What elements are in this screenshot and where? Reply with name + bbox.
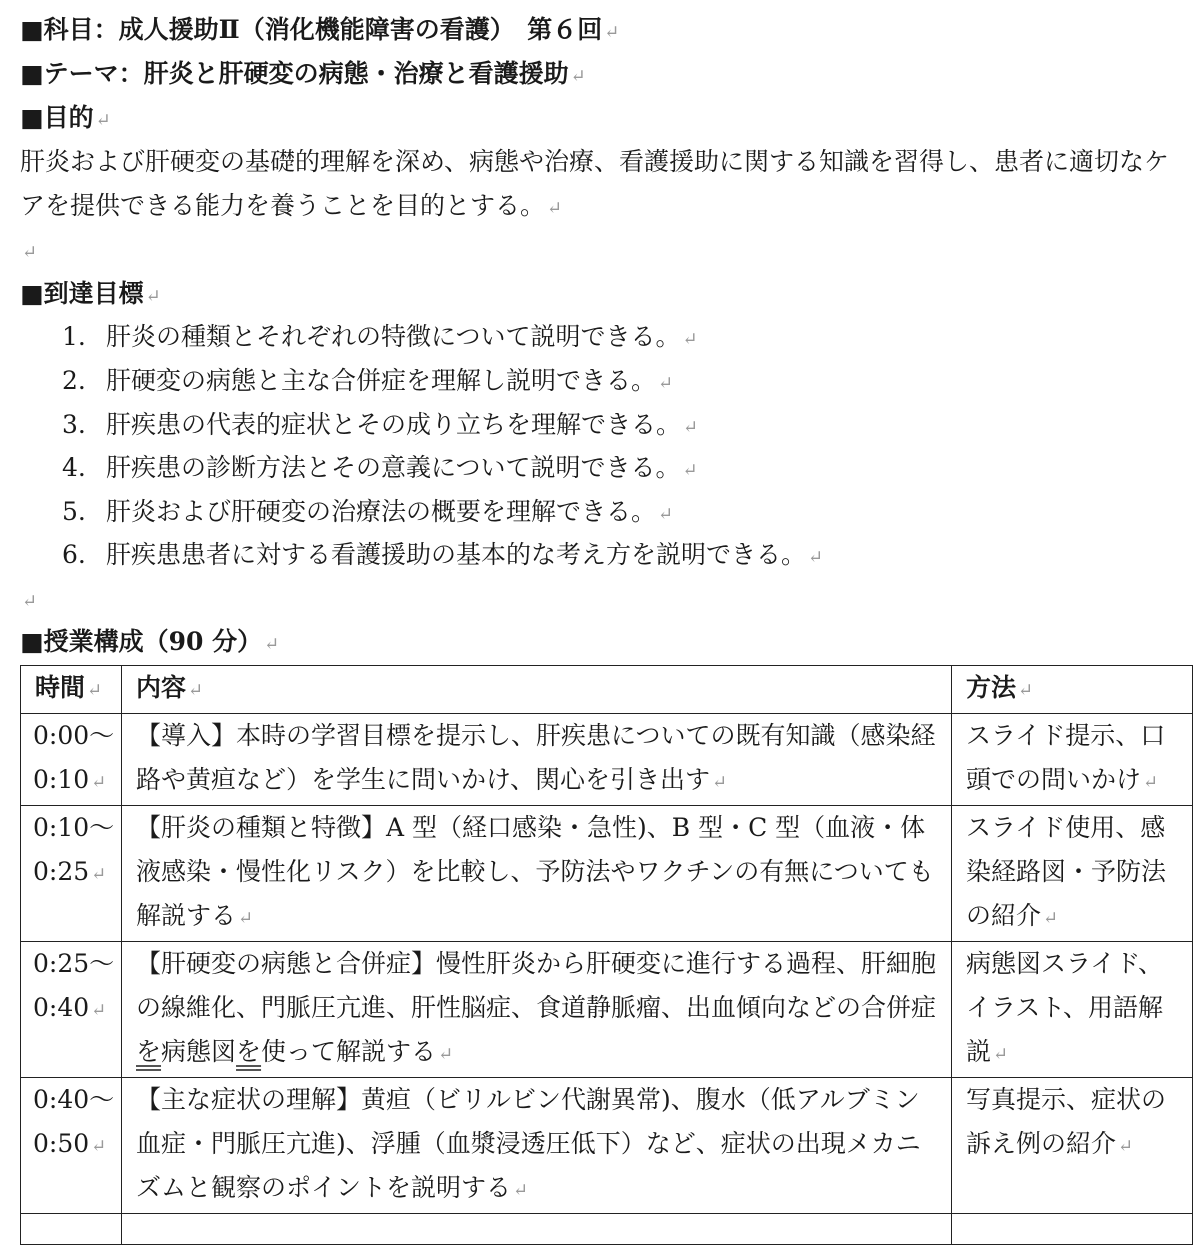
structure-heading-text: ■授業構成（90 分）: [20, 627, 263, 656]
goal-number: 4.: [62, 453, 86, 482]
method-cell: スライド使用、感 染経路図・予防法 の紹介 ↵: [952, 806, 1193, 942]
cell-mark: ↵: [91, 772, 107, 793]
goals-heading-text: ■到達目標: [20, 279, 144, 308]
cell-mark: ↵: [1118, 1136, 1134, 1157]
goal-text: 肝炎および肝硬変の治療法の概要を理解できる。: [106, 497, 657, 526]
column-header-content: 内容 ↵: [122, 666, 952, 714]
goal-text: 肝疾患の診断方法とその意義について説明できる。: [106, 453, 681, 482]
goal-item: [62, 359, 673, 403]
goal-text: 肝硬変の病態と主な合併症を理解し説明できる。: [106, 366, 657, 395]
cell-mark: ↵: [188, 680, 204, 701]
cell-mark: ↵: [87, 680, 103, 701]
column-header-time: 時間 ↵: [21, 666, 122, 714]
content-cell: 【肝炎の種類と特徴】A 型（経口感染・急性)、B 型・C 型（血液・体 液感染・慢性化リスク）を比較し、予防法やワクチンの有無についても 解説する ↵: [122, 806, 952, 942]
paragraph-mark: ↵: [683, 417, 699, 438]
content-cell: 【肝硬変の病態と合併症】慢性肝炎から肝硬変に進行する過程、肝細胞 の線維化、門脈圧亢進、肝性脳症、食道静脈瘤、出血傾向などの合併症 を病態図を使って解説する ↵: [122, 942, 952, 1078]
cell-mark: ↵: [1018, 680, 1034, 701]
paragraph-mark: ↵: [145, 286, 161, 307]
cell-mark: ↵: [712, 772, 728, 793]
underlined-char: を: [236, 1037, 262, 1066]
goal-item: [62, 403, 698, 447]
cell-mark: ↵: [238, 908, 254, 929]
goal-item: [62, 315, 698, 359]
paragraph-mark: ↵: [547, 198, 563, 219]
goals-heading: [20, 272, 161, 316]
cell-mark: ↵: [91, 1136, 107, 1157]
goal-number: 6.: [62, 540, 86, 569]
time-cell: 0:25〜 0:40 ↵: [21, 942, 122, 1078]
goal-number: 2.: [62, 366, 86, 395]
paragraph-mark: ↵: [264, 634, 280, 655]
goal-text: 肝炎の種類とそれぞれの特徴について説明できる。: [106, 322, 681, 351]
time-cell: [21, 1214, 122, 1245]
table-row: [21, 714, 1193, 806]
content-cell: [122, 1214, 952, 1245]
cell-mark: ↵: [513, 1180, 529, 1201]
subject-text: ■科目：成人援助Ⅱ（消化機能障害の看護） 第６回: [20, 15, 603, 44]
time-cell: 0:10〜 0:25 ↵: [21, 806, 122, 942]
table-row: [21, 1214, 1193, 1245]
content-cell: 【導入】本時の学習目標を提示し、肝疾患についての既有知識（感染経 路や黄疸など）を学生に問いかけ、関心を引き出す ↵: [122, 714, 952, 806]
goal-text: 肝疾患の代表的症状とその成り立ちを理解できる。: [106, 410, 682, 439]
table-header-row: [21, 666, 1193, 714]
purpose-heading: [20, 96, 111, 140]
cell-mark: ↵: [91, 864, 107, 885]
purpose-paragraph: [20, 140, 1200, 231]
time-cell: 0:00〜 0:10 ↵: [21, 714, 122, 806]
goal-item: [62, 490, 673, 534]
purpose-line-2: アを提供できる能力を養うことを目的とする。: [20, 191, 546, 220]
method-cell: スライド提示、口 頭での問いかけ ↵: [952, 714, 1193, 806]
goal-number: 3.: [62, 410, 86, 439]
paragraph-mark: ↵: [95, 110, 111, 131]
method-cell: 病態図スライド、 イラスト、用語解 説 ↵: [952, 942, 1193, 1078]
paragraph-mark: ↵: [22, 242, 38, 263]
empty-paragraph: [20, 577, 37, 621]
column-header-method: 方法 ↵: [952, 666, 1193, 714]
method-cell: [952, 1214, 1193, 1245]
purpose-heading-text: ■目的: [20, 103, 94, 132]
paragraph-mark: ↵: [682, 329, 698, 350]
goal-item: [62, 533, 823, 577]
goal-text: 肝疾患患者に対する看護援助の基本的な考え方を説明できる。: [106, 540, 807, 569]
content-cell: 【主な症状の理解】黄疸（ビリルビン代謝異常)、腹水（低アルブミン 血症・門脈圧亢進)、浮腫（血漿浸透圧低下）など、症状の出現メカニ ズムと観察のポイントを説明する ↵: [122, 1078, 952, 1214]
theme-line: [20, 52, 586, 96]
table-row: [21, 806, 1193, 942]
paragraph-mark: ↵: [604, 22, 620, 43]
goal-number: 5.: [62, 497, 86, 526]
paragraph-mark: ↵: [658, 373, 674, 394]
underlined-char: を: [136, 1037, 162, 1066]
paragraph-mark: ↵: [22, 591, 38, 612]
table-row: [21, 942, 1193, 1078]
cell-mark: ↵: [91, 1000, 107, 1021]
structure-heading: [20, 620, 279, 664]
empty-paragraph: [20, 228, 37, 272]
cell-mark: ↵: [1143, 772, 1159, 793]
time-cell: 0:40〜 0:50 ↵: [21, 1078, 122, 1214]
paragraph-mark: ↵: [658, 504, 674, 525]
lesson-plan-table: [20, 665, 1193, 1245]
method-cell: 写真提示、症状の 訴え例の紹介 ↵: [952, 1078, 1193, 1214]
cell-mark: ↵: [1043, 908, 1059, 929]
subject-line: [20, 8, 619, 52]
goal-number: 1.: [62, 322, 86, 351]
paragraph-mark: ↵: [570, 66, 586, 87]
cell-mark: ↵: [438, 1044, 454, 1065]
paragraph-mark: ↵: [808, 547, 824, 568]
goal-item: [62, 446, 698, 490]
cell-mark: ↵: [993, 1044, 1009, 1065]
paragraph-mark: ↵: [682, 460, 698, 481]
theme-text: ■テーマ：肝炎と肝硬変の病態・治療と看護援助: [20, 59, 569, 88]
table-row: [21, 1078, 1193, 1214]
purpose-line-1: 肝炎および肝硬変の基礎的理解を深め、病態や治療、看護援助に関する知識を習得し、患者に適切なケ: [20, 147, 1170, 176]
